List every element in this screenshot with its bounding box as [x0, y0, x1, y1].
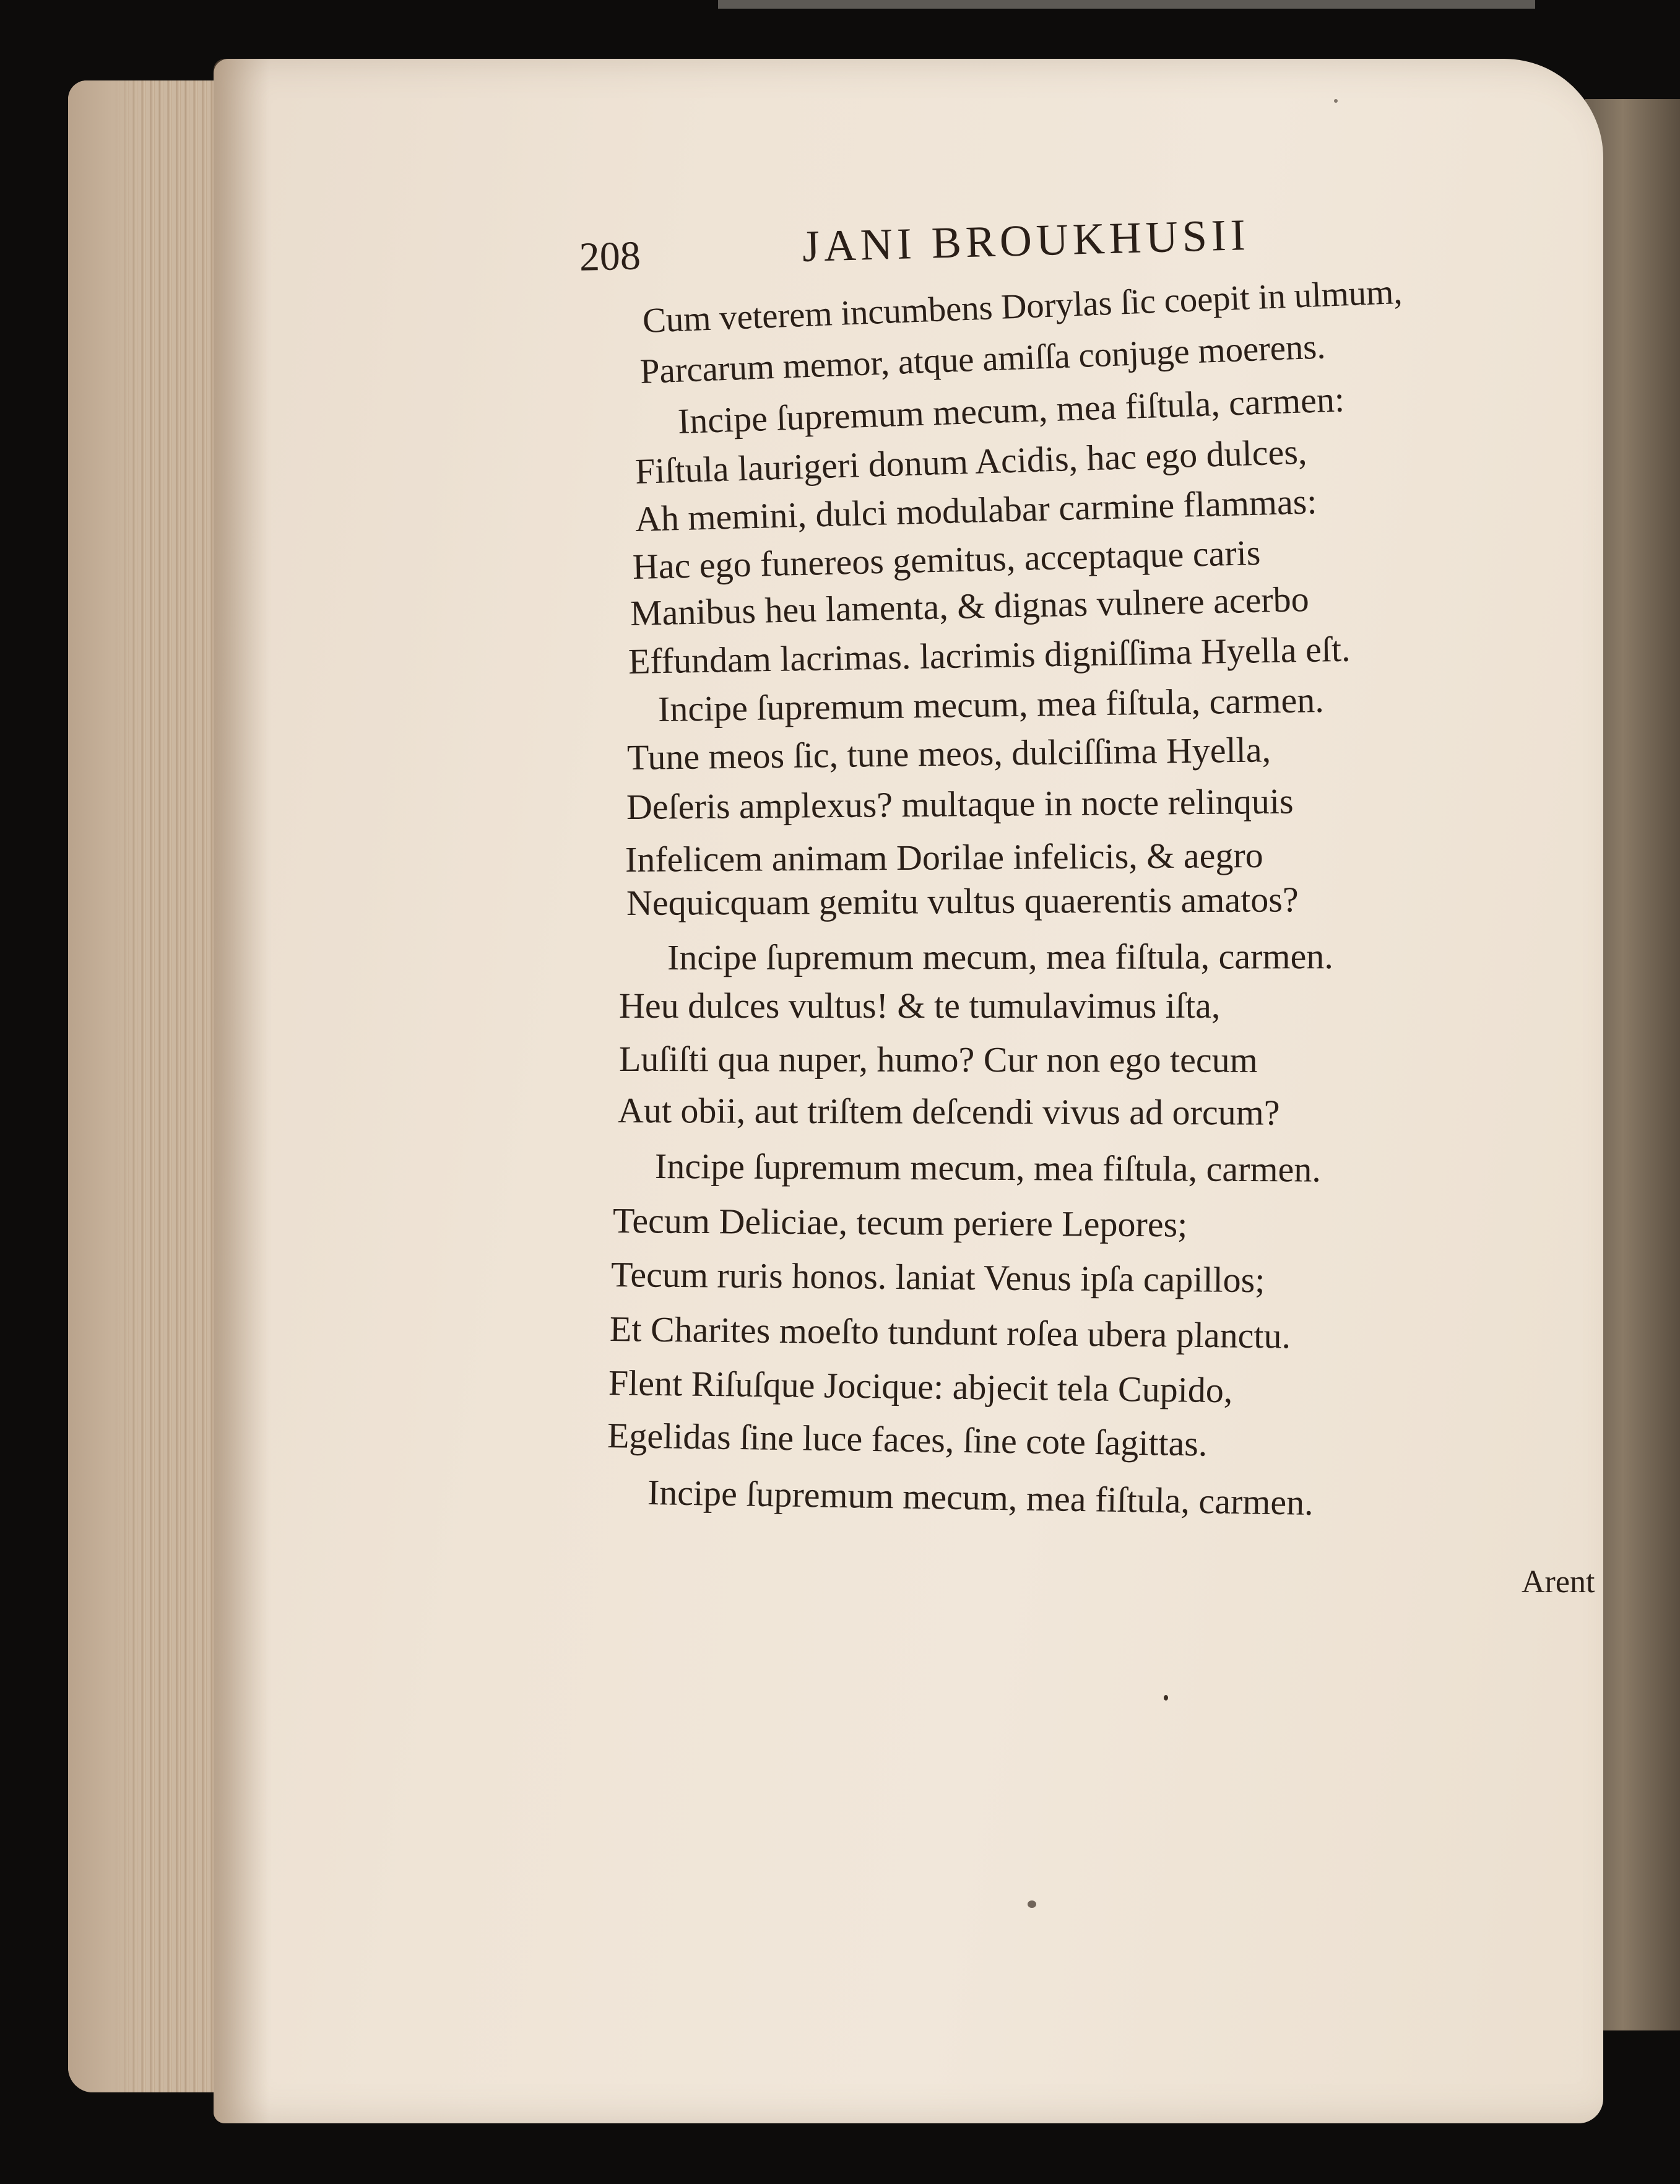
- background-strip: [718, 0, 1535, 9]
- running-head: JANI BROUKHUSII: [801, 210, 1250, 271]
- verse-line: Tecum Deliciae, tecum periere Lepores;: [612, 1200, 1188, 1245]
- verse-line: Nequicquam gemitu vultus quaerentis amatos?: [626, 879, 1299, 923]
- verse-line: Tecum ruris honos. laniat Venus ipſa capillos;: [610, 1254, 1265, 1301]
- verse-line: Effundam lacrimas. lacrimis digniſſima Hyella eſt.: [628, 628, 1351, 682]
- verse-line: Fiſtula laurigeri donum Acidis, hac ego dulces,: [634, 431, 1308, 492]
- verse-line: Parcarum memor, atque amiſſa conjuge moerens.: [639, 327, 1327, 391]
- verse-line: Hac ego funereos gemitus, acceptaque caris: [632, 532, 1261, 587]
- paper-speck: [1334, 99, 1338, 103]
- verse-refrain: Incipe ſupremum mecum, mea fiſtula, carmen.: [654, 1146, 1321, 1190]
- verse-line: Cum veterem incumbens Dorylas ſic coepit in ulmum,: [641, 272, 1403, 340]
- verse-refrain: Incipe ſupremum mecum, mea fiſtula, carmen.: [657, 679, 1325, 729]
- paper-speck: [1028, 1900, 1036, 1908]
- page-number: 208: [578, 233, 641, 280]
- paper-speck: [1164, 1695, 1168, 1701]
- verse-line: Infelicem animam Dorilae infelicis, & aegro: [625, 834, 1263, 880]
- verse-refrain: Incipe ſupremum mecum, mea fiſtula, carmen:: [677, 379, 1345, 441]
- verse-line: Manibus heu lamenta, & dignas vulnere acerbo: [630, 579, 1310, 633]
- verse-line: Aut obii, aut triſtem deſcendi vivus ad orcum?: [617, 1090, 1280, 1133]
- verse-refrain: Incipe ſupremum mecum, mea fiſtula, carmen.: [647, 1472, 1314, 1523]
- spine-shadow: [214, 59, 269, 2123]
- verse-line: Deſeris amplexus? multaque in nocte relinquis: [626, 781, 1294, 827]
- verse-line: Egelidas ſine luce faces, ſine cote ſagittas.: [607, 1415, 1208, 1464]
- verse-line: Flent Riſuſque Jocique: abjecit tela Cupido,: [608, 1363, 1233, 1411]
- verse-line: Luſiſti qua nuper, humo? Cur non ego tecum: [618, 1039, 1258, 1080]
- verse-line: Tune meos ſic, tune meos, dulciſſima Hyella,: [626, 729, 1271, 778]
- verse-refrain: Incipe ſupremum mecum, mea fiſtula, carmen.: [667, 936, 1333, 977]
- verse-line: Et Charites moeſto tundunt roſea ubera planctu.: [609, 1309, 1291, 1356]
- book-edge-shading: [68, 80, 142, 2092]
- catchword: Arent: [1522, 1564, 1595, 1600]
- verse-line: Ah memini, dulci modulabar carmine flammas:: [634, 481, 1318, 539]
- verse-line: Heu dulces vultus! & te tumulavimus iſta,: [619, 986, 1221, 1026]
